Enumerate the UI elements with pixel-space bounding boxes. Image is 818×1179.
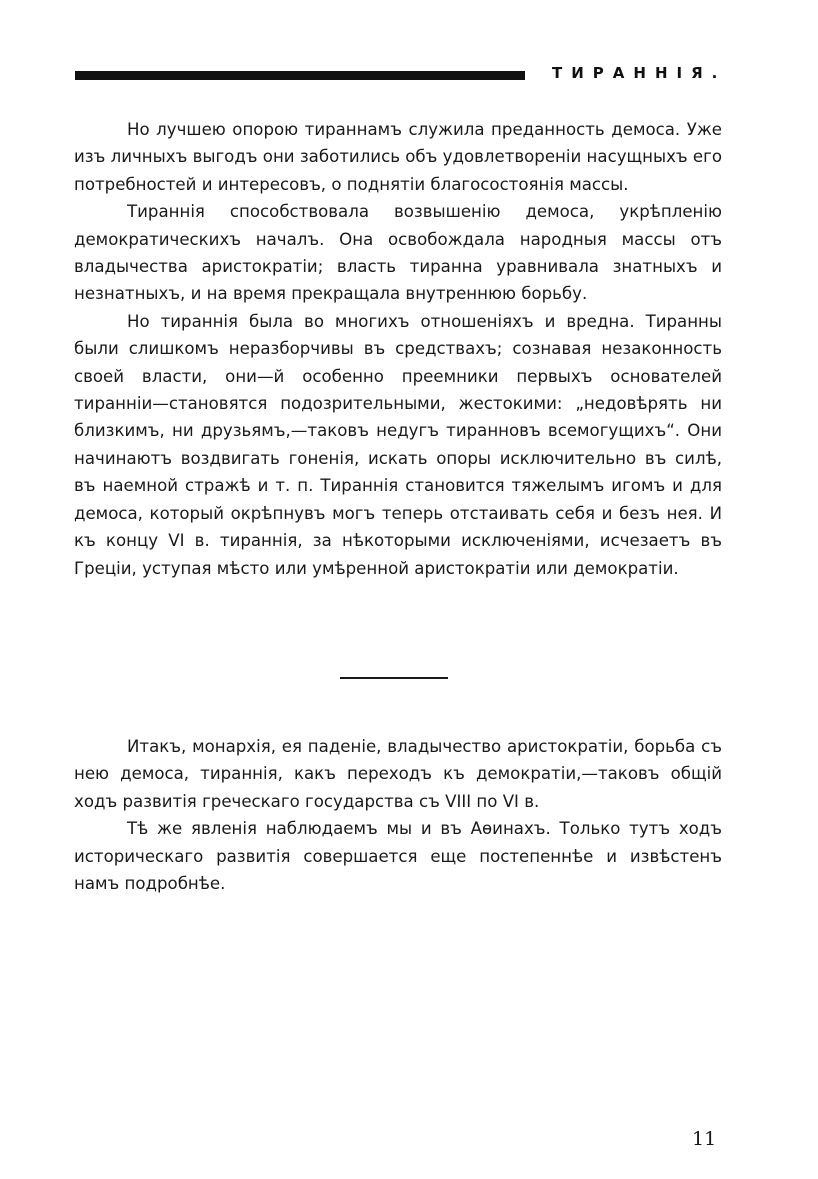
section-1 — [74, 116, 722, 582]
paragraph: Но лучшею опорою тираннамъ служила преданность демоса. Уже изъ личныхъ выгодъ они заботились объ удовлетвореніи насущныхъ его потребностей и интересовъ, о поднятіи благосостоянія массы. — [74, 120, 722, 194]
section-2 — [74, 733, 722, 897]
section-separator — [340, 677, 448, 679]
paragraph: Итакъ, монархія, ея паденіе, владычество аристократіи, борьба съ нею демоса, тираннія, какъ переходъ къ демократіи,—таковъ общій ходъ развитія греческаго государства съ VIII по VI в. — [74, 737, 722, 811]
paragraph: Тѣ же явленія наблюдаемъ мы и въ Аѳинахъ. Только тутъ ходъ историческаго развитія совершается еще постепеннѣе и извѣстенъ намъ подробнѣе. — [74, 819, 722, 894]
paragraph: Но тираннія была во многихъ отношеніяхъ и вредна. Тиранны были слишкомъ неразборчивы въ средствахъ; сознавая незаконность своей власти, они—й особенно преемники первыхъ основателей тиранніи—становятся подозрительными, жестокими: „недовѣрять ни близкимъ, ни друзьямъ,—таковъ недугъ тиранновъ всемогущихъ“. Они начинаютъ воздвигать гоненія, искать опоры исключительно въ силѣ, въ наемной стражѣ и т. п. Тираннія становится тяжелымъ игомъ и для демоса, который окрѣпнувъ могъ теперь отстаивать себя и безъ нея. И къ концу VI в. тираннія, за нѣкоторыми исключеніями, исчезаетъ въ Греціи, уступая мѣсто или умѣренной аристократіи или демократіи. — [74, 311, 722, 578]
page-number: 11 — [692, 1128, 717, 1150]
running-head: ТИРАННІЯ. — [552, 64, 727, 82]
header-rule — [75, 71, 525, 80]
paragraph: Тираннія способствовала возвышенію демоса, укрѣпленію демократическихъ началъ. Она освобождала народныя массы отъ владычества аристократіи; власть тиранна уравнивала знатныхъ и незнатныхъ, и на время прекращала внутреннюю борьбу. — [74, 202, 722, 304]
